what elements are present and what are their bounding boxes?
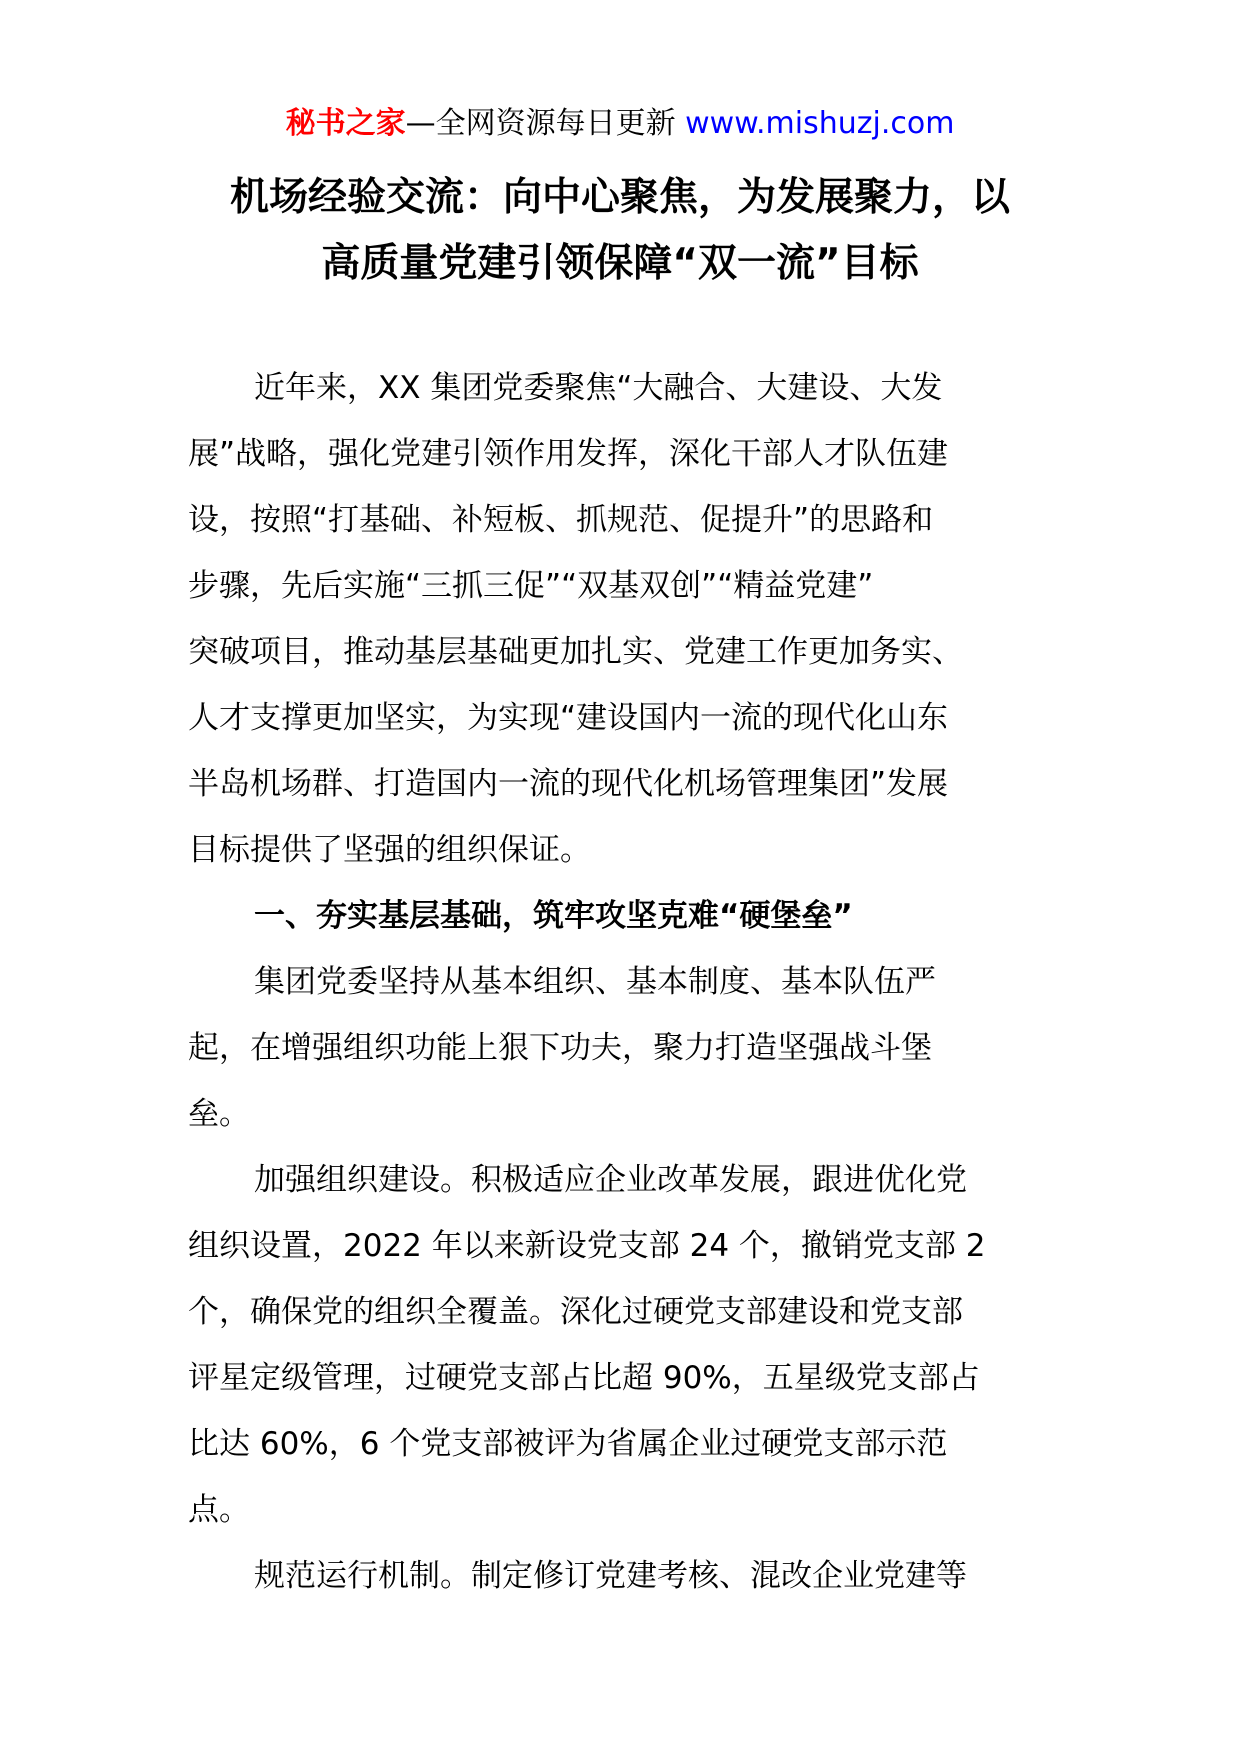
text-line: 垒。 (188, 1096, 250, 1132)
text-line: 集团党委坚持从基本组织、基本制度、基本队伍严 (254, 964, 936, 1000)
text-line: 人才支撑更加坚实，为实现“建设国内一流的现代化山东 (188, 700, 949, 736)
header-tagline: —全网资源每日更新 (405, 106, 686, 141)
text-line: 评星定级管理，过硬党支部占比超 90%，五星级党支部占 (188, 1360, 980, 1396)
section-heading-1 (188, 883, 1058, 949)
text-line: 展”战略，强化党建引领作用发挥，深化干部人才队伍建 (188, 436, 949, 472)
text-line: 组织设置，2022 年以来新设党支部 24 个，撤销党支部 2 (188, 1228, 986, 1264)
text-line: 目标提供了坚强的组织保证。 (188, 832, 591, 868)
title-line-2: 高质量党建引领保障“双一流”目标 (321, 241, 919, 286)
text-line: 近年来，XX 集团党委聚焦“大融合、大建设、大发 (254, 370, 943, 406)
text-line: 比达 60%，6 个党支部被评为省属企业过硬党支部示范 (188, 1426, 948, 1462)
paragraph-operating-mechanism (188, 1543, 1058, 1609)
title-line-1: 机场经验交流：向中心聚焦，为发展聚力，以 (229, 175, 1010, 220)
text-line: 突破项目，推动基层基础更加扎实、党建工作更加务实、 (188, 634, 963, 670)
text-line: 加强组织建设。积极适应企业改革发展，跟进优化党 (254, 1162, 967, 1198)
paragraph-section-1-intro (188, 949, 1058, 1147)
paragraph-intro (188, 355, 1058, 883)
document-body (188, 355, 1058, 1609)
header-site-link[interactable]: www.mishuzj.com (685, 106, 955, 141)
text-line: 设，按照“打基础、补短板、抓规范、促提升”的思路和 (188, 502, 934, 538)
text-line: 规范运行机制。制定修订党建考核、混改企业党建等 (254, 1558, 967, 1594)
text-line: 半岛机场群、打造国内一流的现代化机场管理集团”发展 (188, 766, 949, 802)
watermark-header (0, 102, 1240, 146)
header-brand: 秘书之家 (285, 106, 406, 141)
text-line: 步骤，先后实施“三抓三促”“双基双创”“精益党建” (188, 568, 874, 604)
document-title (120, 165, 1120, 297)
heading-line: 一、夯实基层基础，筑牢攻坚克难“硬堡垒” (254, 898, 853, 934)
text-line: 点。 (188, 1492, 250, 1528)
text-line: 个，确保党的组织全覆盖。深化过硬党支部建设和党支部 (188, 1294, 963, 1330)
text-line: 起，在增强组织功能上狠下功夫，聚力打造坚强战斗堡 (188, 1030, 932, 1066)
paragraph-organization-building (188, 1147, 1058, 1543)
